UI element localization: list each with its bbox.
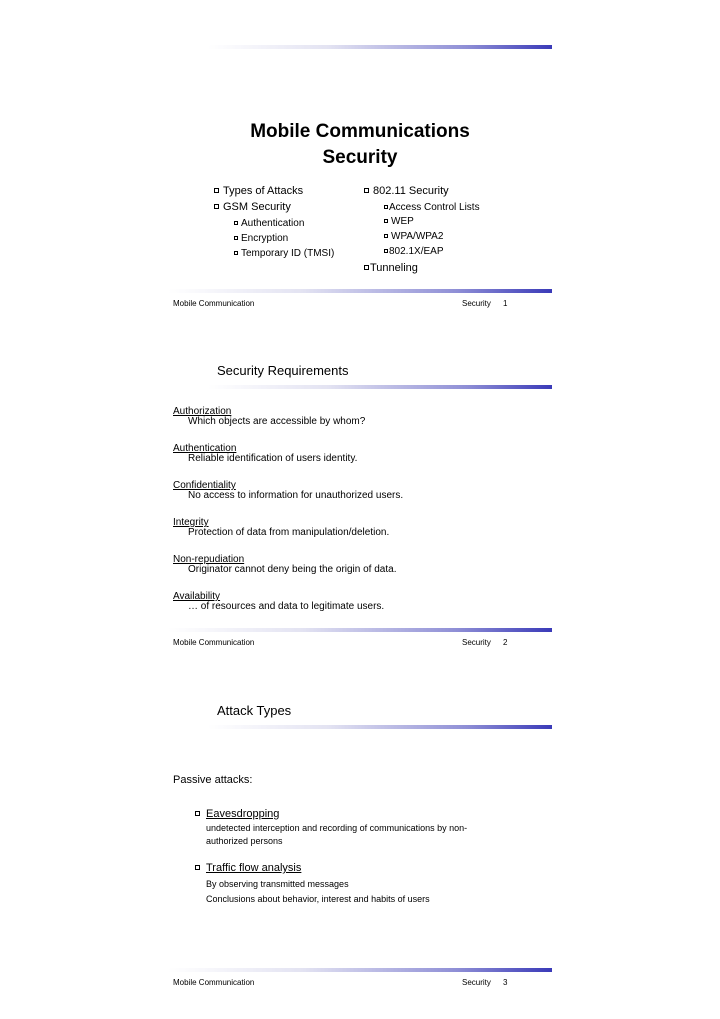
topic-item: GSM Security xyxy=(214,201,291,213)
requirement-term: Authorization xyxy=(173,406,232,417)
slide2-heading-bar xyxy=(208,385,552,389)
footer-topic: Security xyxy=(462,299,491,308)
requirement-term: Non-repudiation xyxy=(173,554,245,565)
subtopic-item: 802.1X/EAP xyxy=(384,246,443,257)
subtopic-item: Encryption xyxy=(234,233,288,244)
requirement-term: Confidentiality xyxy=(173,480,236,491)
square-bullet-icon xyxy=(364,265,369,270)
slide1-top-bar xyxy=(208,45,552,49)
square-bullet-icon xyxy=(214,188,219,193)
slide2-heading: Security Requirements xyxy=(217,363,349,378)
requirement-term: Authentication xyxy=(173,443,237,454)
requirement-term: Availability xyxy=(173,591,221,602)
square-bullet-icon xyxy=(364,188,369,193)
footer-page-number: 3 xyxy=(503,978,508,987)
subtopic-item: Authentication xyxy=(234,218,304,229)
slide1-title-line2: Security xyxy=(322,147,398,168)
attack-desc: Conclusions about behavior, interest and habits of users xyxy=(206,894,430,904)
slide2-footer-bar xyxy=(168,628,552,632)
topic-item: Types of Attacks xyxy=(214,185,303,197)
attack-desc: By observing transmitted messages xyxy=(206,879,349,889)
square-bullet-icon xyxy=(214,204,219,209)
requirement-desc: Protection of data from manipulation/deletion. xyxy=(188,527,390,538)
square-bullet-icon xyxy=(384,234,388,238)
footer-page-number: 2 xyxy=(503,638,508,647)
requirement-desc: No access to information for unauthorized users. xyxy=(188,490,404,501)
attack-item: Traffic flow analysis xyxy=(195,862,301,874)
slide1-footer-bar xyxy=(168,289,552,293)
subtopic-item: Access Control Lists xyxy=(384,202,480,213)
subtopic-item: Temporary ID (TMSI) xyxy=(234,248,334,259)
square-bullet-icon xyxy=(384,219,388,223)
requirement-desc: Which objects are accessible by whom? xyxy=(188,416,366,427)
requirement-desc: Reliable identification of users identity. xyxy=(188,453,358,464)
footer-topic: Security xyxy=(462,978,491,987)
topic-item: Tunneling xyxy=(364,262,418,274)
subtopic-item: WPA/WPA2 xyxy=(384,231,443,242)
footer-topic: Security xyxy=(462,638,491,647)
topic-item: 802.11 Security xyxy=(364,185,449,197)
slide1-title-line1: Mobile Communications xyxy=(250,121,470,142)
square-bullet-icon xyxy=(195,811,200,816)
footer-page-number: 1 xyxy=(503,299,508,308)
attack-item: Eavesdropping xyxy=(195,808,279,820)
attack-desc: undetected interception and recording of communications by non- xyxy=(206,823,468,833)
requirement-desc: Originator cannot deny being the origin of data. xyxy=(188,564,397,575)
slide3-heading-bar xyxy=(208,725,552,729)
slide3-heading: Attack Types xyxy=(217,703,292,718)
square-bullet-icon xyxy=(234,221,238,225)
subtopic-item: WEP xyxy=(384,216,414,227)
slide3-footer-bar xyxy=(168,968,552,972)
square-bullet-icon xyxy=(234,251,238,255)
requirement-term: Integrity xyxy=(173,517,209,528)
square-bullet-icon xyxy=(195,865,200,870)
passive-attacks-intro: Passive attacks: xyxy=(173,774,253,786)
square-bullet-icon xyxy=(384,205,388,209)
attack-desc: authorized persons xyxy=(206,836,283,846)
square-bullet-icon xyxy=(384,249,388,253)
square-bullet-icon xyxy=(234,236,238,240)
footer-course: Mobile Communication xyxy=(173,299,255,308)
footer-course: Mobile Communication xyxy=(173,978,255,987)
footer-course: Mobile Communication xyxy=(173,638,255,647)
requirement-desc: … of resources and data to legitimate users. xyxy=(188,601,385,612)
